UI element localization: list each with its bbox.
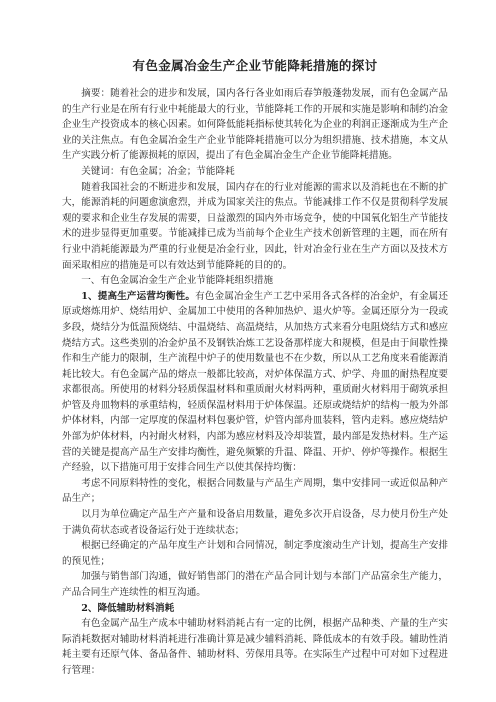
measure-consider-paragraph: 考虑不同原料特性的变化，根据合同数量与产品生产周期，集中安排同一或近似品种产品生产； (62, 477, 448, 505)
measure-sales-paragraph: 加强与销售部门沟通，做好销售部门的潜在产品合同计划与本部门产品富余生产能力，产品合同生产连续性的相互沟通。 (62, 571, 448, 598)
item-1-body: 有色金属冶金生产工艺中采用各式各样的冶金炉，有金属还原或熔炼用炉、烧结用炉、金属加工中使用的各种加热炉、退火炉等。金属还原分为一段或多段，烧结分为低温预烧结、中温烧结、高温烧结，从加热方式来看分电阻烧结方式和感应烧结方式。这些类别的冶金炉虽不及钢铁冶炼工艺设备那样庞大和规模，但是由于间歇性操作和生产能力的限制，生产流程中炉子的使用数量也不在少数，所以从工艺角度来看能源消耗比较大。有色金属产品的熔点一般都比较高，对炉体保温方式、炉学、舟皿的耐热程度要求都很高。所使用的材料分轻质保温材料和重质耐火材料两种，重质耐火材料用于砌筑承担炉管及舟皿物料的承重结构，轻质保温材料用于炉体保温。还原或烧结炉的结构一般为外部炉体材料，内部一定厚度的保温材料包裹炉管，炉管内部舟皿装料，管内走料。感应烧结炉外部为炉体材料，内衬耐火材料，内部为感应材料及冷却装置，最内部是发热材料。生产运营的关键是提高产品生产安排均衡性，避免频繁的升温、降温、开炉、停炉等操作。根据生产经验，以下措施可用于安排合同生产以使其保持均衡： (62, 290, 448, 474)
intro-paragraph: 随着我国社会的不断进步和发展，国内存在的行业对能源的需求以及消耗也在不断的扩大，能源消耗的问题愈演愈烈，并成为国家关注的焦点。节能减排工作不仅是贯彻科学发展观的要求和企业生存发展的需要，日益激烈的国内外市场竞争，使的中国氧化铝生产节能技术的进步显得更加重要。节能减排已成为当前每个企业生产技术创新管理的主题，而在所有行业中消耗能源最为严重的行业便是冶金行业，因此，针对冶金行业在生产方面以及技术方面采取相应的措施是可以有效达到节能降耗的目的的。 (62, 181, 448, 271)
section-heading-1: 一、有色金属冶金生产企业节能降耗组织措施 (81, 275, 274, 287)
item-1-paragraph (62, 289, 448, 476)
item-2-paragraph: 有色金属产品生产成本中辅助材料消耗占有一定的比例，根据产品种类、产量的生产实际消耗数据对辅助材料消耗进行准确计算是减少辅料消耗、降低成本的有效手段。辅助性消耗主要有还原气体、备品备件、辅助材料、劳保用具等。在实际生产过程中可对如下过程进行管理： (62, 618, 448, 676)
keywords-line: 关键词：有色金属；冶金；节能降耗 (81, 165, 235, 177)
measure-plan-paragraph: 根据已经确定的产品年度生产计划和合同情况，制定季度滚动生产计划，提高生产安排的预见性； (62, 540, 448, 567)
item-2-heading: 2、降低辅助材料消耗 (81, 602, 175, 614)
measure-monthly-paragraph: 以月为单位确定产品生产产量和设备启用数量，避免多次开启设备，尽力使月份生产处于满负荷状态或者设备运行处于连续状态； (62, 509, 448, 536)
abstract-paragraph: 摘要：随着社会的进步和发展，国内各行各业如雨后春笋般蓬勃发展，而有色金属产品的生产行业是在所有行业中耗能最大的行业，节能降耗工作的开展和实施是影响和制约冶金企业生产投资成本的核心因素。如何降低能耗指标使其转化为企业的利润正逐渐成为生产企业的关注焦点。有色金属冶金生产企业节能降耗措施可以分为组织措施、技术措施，本文从生产实践分析了能源损耗的原因，提出了有色金属冶金生产企业节能降耗措施。 (62, 88, 448, 162)
item-1-heading: 1、提高生产运营均衡性。 (81, 290, 196, 302)
document-title: 有色金属冶金生产企业节能降耗措施的探讨 (132, 58, 378, 73)
